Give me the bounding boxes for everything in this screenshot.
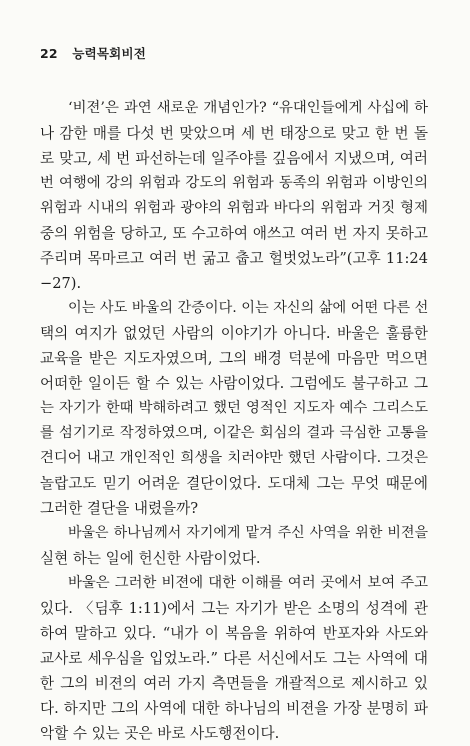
paragraph — [40, 571, 428, 746]
text-line: 바울은 하나님께서 자기에게 맡겨 주신 사역을 위한 비젼을 — [68, 525, 428, 541]
paragraph — [40, 296, 428, 521]
page-body — [40, 96, 428, 746]
paragraph — [40, 521, 428, 571]
text-line: 어떠한 일이든 할 수 있는 사람이었다. 그럼에도 불구하고 그 — [40, 375, 428, 392]
text-line: 한 그의 비젼의 여러 가지 측면들을 개괄적으로 제시하고 있 — [40, 675, 428, 692]
text-line: 실현 하는 일에 헌신한 사람이었다. — [40, 550, 261, 567]
text-line: 나 감한 매를 다섯 번 맞았으며 세 번 태장으로 맞고 한 번 돌 — [40, 125, 428, 142]
text-line: 중의 위험을 당하고, 또 수고하여 애쓰고 여러 번 자지 못하고 — [40, 225, 428, 242]
text-line: 번 여행에 강의 위험과 강도의 위험과 동족의 위험과 이방인의 — [40, 175, 428, 191]
running-header — [40, 44, 146, 62]
text-line: ‘비젼’은 과연 새로운 개념인가? “유대인들에게 사십에 하 — [68, 100, 428, 116]
text-line: −27). — [40, 275, 82, 292]
text-line: 다. 하지만 그의 사역에 대한 하나님의 비젼을 가장 분명히 파 — [40, 700, 428, 717]
text-line: 위험과 시내의 위험과 광야의 위험과 바다의 위험과 거짓 형제 — [40, 200, 428, 216]
text-line: 그러한 결단을 내렸을까? — [40, 500, 199, 517]
text-line: 택의 여지가 없었던 사람의 이야기가 아니다. 바울은 훌륭한 — [40, 325, 428, 342]
text-line: 주리며 목마르고 여러 번 굶고 춥고 헐벗었노라”(고후 11:24 — [40, 250, 428, 267]
text-line: 놀랍고도 믿기 어려운 결단이었다. 도대체 그는 무엇 때문에 — [40, 475, 428, 492]
text-line: 를 섬기기로 작정하였으며, 이같은 회심의 결과 극심한 고통을 — [40, 425, 428, 441]
text-line: 있다. 〈딤후 1:11)에서 그는 자기가 받은 소명의 성격에 관 — [40, 600, 428, 617]
text-line: 하여 말하고 있다. “내가 이 복음을 위하여 반포자와 사도와 — [40, 625, 428, 642]
text-line: 로 맞고, 세 번 파선하는데 일주야를 깊음에서 지냈으며, 여러 — [40, 150, 428, 167]
page-number: 22 — [40, 46, 58, 61]
text-line: 교사로 세우심을 입었노라.” 다른 서신에서도 그는 사역에 대 — [40, 650, 428, 667]
text-line: 는 자기가 한때 박해하려고 했던 영적인 지도자 예수 그리스도 — [40, 400, 428, 416]
text-line: 견디어 내고 개인적인 희생을 치러야만 했던 사람이다. 그것은 — [40, 450, 428, 466]
paragraph — [40, 96, 428, 296]
text-line: 악할 수 있는 곳은 바로 사도행전이다. — [40, 725, 280, 742]
running-title: 능력목회비전 — [72, 46, 147, 61]
text-line: 교육을 받은 지도자였으며, 그의 배경 덕분에 마음만 먹으면 — [40, 350, 428, 367]
text-line: 이는 사도 바울의 간증이다. 이는 자신의 삶에 어떤 다른 선 — [68, 300, 429, 316]
text-line: 바울은 그러한 비젼에 대한 이해를 여러 곳에서 보여 주고 — [68, 575, 428, 591]
